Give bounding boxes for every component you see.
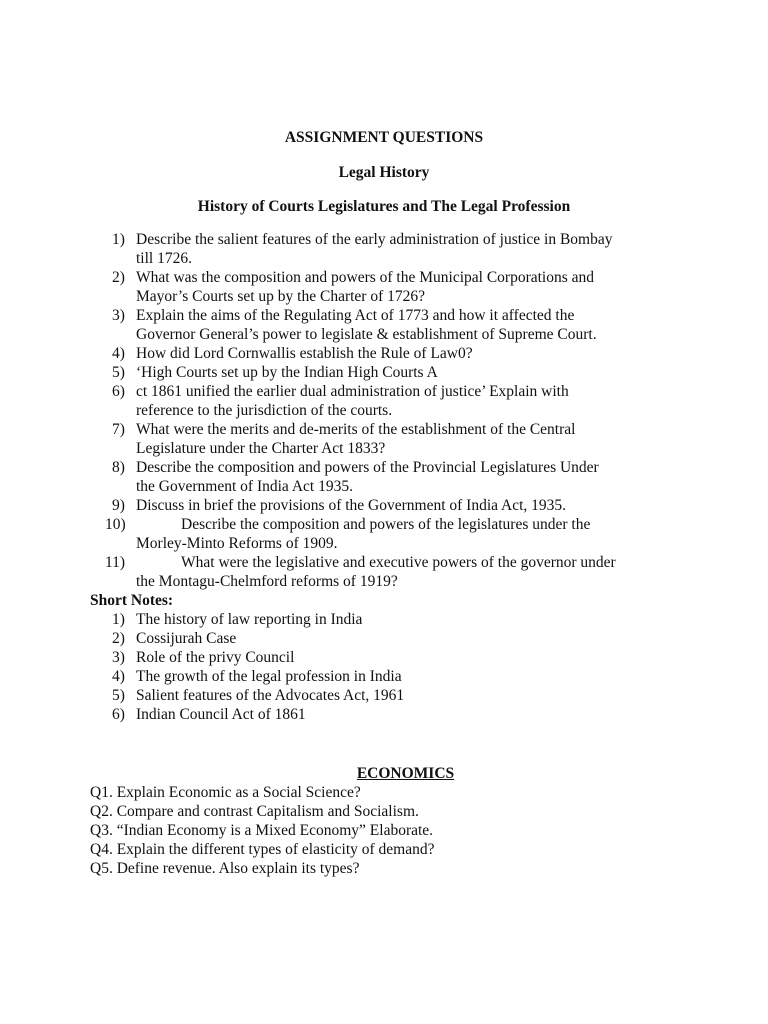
question-text: What was the composition and powers of the Municipal Corporations and Mayor’s Courts set up by the Charter of 1726? [136, 269, 595, 305]
economics-question: Q4. Explain the different types of elasticity of demand? [90, 841, 435, 858]
question-number: 6) [112, 383, 125, 400]
subject-title: Legal History [338, 164, 430, 181]
question-text: How did Lord Cornwallis establish the Rule of Law0? [136, 345, 473, 362]
question-text: Explain the aims of the Regulating Act of 1773 and how it affected the Governor General’s power to legislate & establishment of Supreme Court. [136, 307, 597, 343]
short-note-text: The history of law reporting in India [136, 611, 363, 628]
question-item [0, 420, 768, 458]
question-number: 7) [112, 421, 125, 438]
short-note-item [0, 686, 768, 705]
question-number: 3) [112, 307, 125, 324]
short-note-number: 3) [112, 649, 125, 666]
short-note-text: Indian Council Act of 1861 [136, 706, 306, 723]
short-note-number: 2) [112, 630, 125, 647]
short-note-text: Salient features of the Advocates Act, 1961 [136, 687, 405, 704]
page-title: ASSIGNMENT QUESTIONS [284, 129, 484, 146]
short-note-number: 1) [112, 611, 125, 628]
question-text: Discuss in brief the provisions of the Government of India Act, 1935. [136, 497, 567, 514]
question-item [0, 496, 768, 515]
question-item [0, 363, 768, 382]
question-number: 2) [112, 269, 125, 286]
short-note-number: 5) [112, 687, 125, 704]
short-notes-heading: Short Notes: [90, 592, 174, 609]
question-number: 9) [112, 497, 125, 514]
question-item [0, 553, 768, 591]
question-item [0, 344, 768, 363]
economics-question: Q1. Explain Economic as a Social Science? [90, 784, 361, 801]
question-item [0, 268, 768, 306]
question-item [0, 382, 768, 420]
question-text: What were the merits and de-merits of the establishment of the Central Legislature under the Charter Act 1833? [136, 421, 576, 457]
economics-question: Q3. “Indian Economy is a Mixed Economy” Elaborate. [90, 822, 434, 839]
short-note-text: Cossijurah Case [136, 630, 237, 647]
economics-heading: ECONOMICS [356, 765, 455, 782]
question-text: ‘High Courts set up by the Indian High Courts A [136, 364, 438, 381]
question-text: Describe the composition and powers of the Provincial Legislatures Under the Government of India Act 1935. [136, 459, 599, 495]
question-number: 5) [112, 364, 125, 381]
topic-title: History of Courts Legislatures and The Legal Profession [197, 198, 571, 215]
legal-history-questions [0, 230, 768, 724]
question-text: Describe the composition and powers of the legislatures under the Morley-Minto Reforms of 1909. [136, 516, 591, 552]
question-item [0, 306, 768, 344]
short-note-number: 6) [112, 706, 125, 723]
short-note-number: 4) [112, 668, 125, 685]
question-number: 1) [112, 231, 125, 248]
question-number: 4) [112, 345, 125, 362]
short-note-item [0, 648, 768, 667]
short-note-item [0, 610, 768, 629]
question-item [0, 515, 768, 553]
short-note-item [0, 629, 768, 648]
short-note-text: Role of the privy Council [136, 649, 295, 666]
economics-question: Q2. Compare and contrast Capitalism and Socialism. [90, 803, 419, 820]
short-note-item [0, 705, 768, 724]
question-text: Describe the salient features of the early administration of justice in Bombay till 1726. [136, 231, 613, 267]
question-item [0, 230, 768, 268]
question-text: What were the legislative and executive powers of the governor under the Montagu-Chelmford reforms of 1919? [136, 554, 616, 590]
question-item [0, 458, 768, 496]
question-number: 11) [105, 554, 126, 571]
question-text: ct 1861 unified the earlier dual administration of justice’ Explain with reference to the jurisdiction of the courts. [136, 383, 569, 419]
question-number: 8) [112, 459, 125, 476]
economics-question: Q5. Define revenue. Also explain its types? [90, 860, 360, 877]
economics-section [0, 764, 768, 878]
question-number: 10) [105, 516, 126, 533]
short-note-item [0, 667, 768, 686]
short-note-text: The growth of the legal profession in India [136, 668, 402, 685]
